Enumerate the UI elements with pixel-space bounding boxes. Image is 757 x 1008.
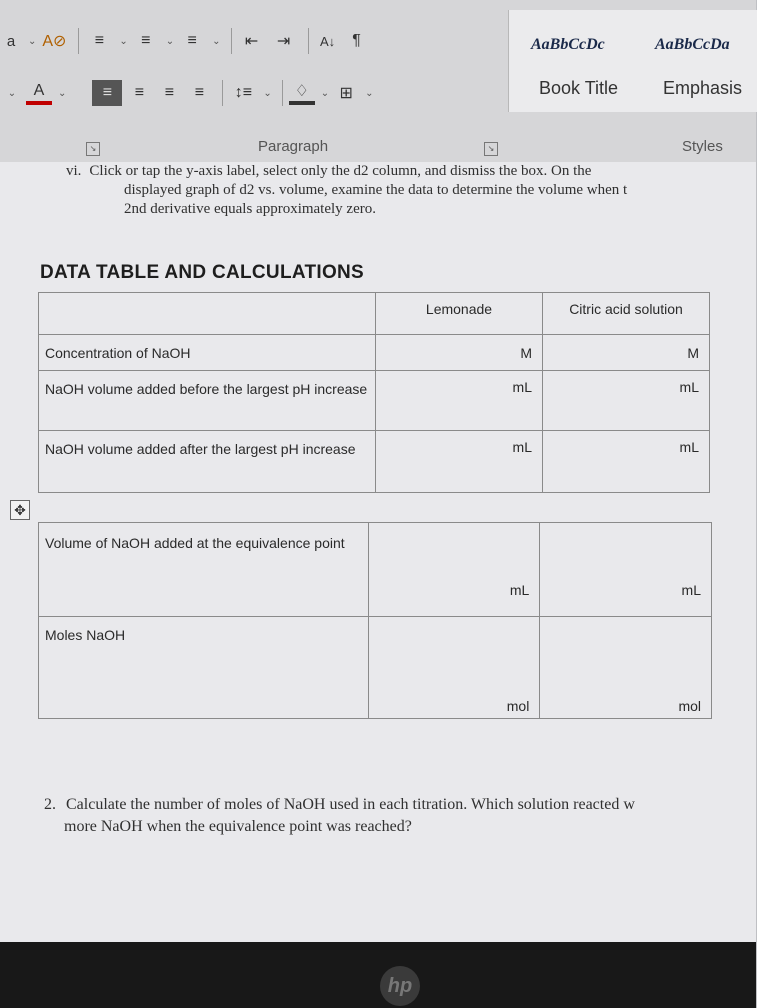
instruction-line: 2nd derivative equals approximately zero. bbox=[124, 201, 376, 217]
styles-group-label: Styles bbox=[682, 138, 723, 155]
row-label[interactable]: Volume of NaOH added at the equivalence point bbox=[39, 523, 369, 617]
table-header-row bbox=[39, 293, 710, 335]
ribbon bbox=[0, 0, 756, 162]
font-size-fragment: a bbox=[6, 32, 16, 50]
chevron-down-icon[interactable]: ⌄ bbox=[119, 35, 128, 47]
unit-cell[interactable]: mL bbox=[543, 371, 710, 431]
increase-indent-icon[interactable]: ⇥ bbox=[276, 33, 291, 50]
calculations-table bbox=[38, 522, 712, 719]
unit-cell[interactable]: mL bbox=[543, 431, 710, 493]
table-row bbox=[39, 371, 710, 431]
row-label[interactable]: Moles NaOH bbox=[39, 617, 369, 719]
unit-cell[interactable]: mL bbox=[376, 371, 543, 431]
question-number: 2. bbox=[44, 796, 56, 813]
instruction-text: Click or tap the y-axis label, select only the d2 column, and dismiss the box. On the bbox=[89, 163, 592, 179]
column-header-lemonade[interactable]: Lemonade bbox=[376, 293, 543, 335]
clear-formatting-icon[interactable]: A⊘ bbox=[42, 33, 67, 50]
document-page[interactable] bbox=[0, 162, 756, 942]
align-center-icon[interactable]: ≡ bbox=[134, 84, 145, 101]
table-row bbox=[39, 617, 712, 719]
chevron-down-icon[interactable]: ⌄ bbox=[320, 87, 330, 99]
show-formatting-marks-icon[interactable]: ¶ bbox=[352, 32, 361, 49]
sort-icon[interactable]: A↓ bbox=[319, 33, 336, 49]
separator bbox=[282, 80, 283, 106]
unit-cell[interactable]: mL bbox=[540, 523, 712, 617]
bullets-icon[interactable]: ≡ bbox=[94, 32, 105, 49]
separator bbox=[78, 28, 79, 54]
table-row bbox=[39, 431, 710, 493]
table-row bbox=[39, 335, 710, 371]
shading-icon[interactable]: ♢ bbox=[289, 81, 315, 105]
chevron-down-icon[interactable]: ⌄ bbox=[7, 87, 17, 99]
laptop-bezel bbox=[0, 942, 756, 1008]
unit-cell[interactable]: M bbox=[376, 335, 543, 371]
paragraph-group-label: Paragraph bbox=[258, 138, 329, 155]
align-left-icon[interactable]: ≡ bbox=[92, 80, 122, 106]
unit-cell[interactable]: mL bbox=[368, 523, 540, 617]
section-heading: DATA TABLE AND CALCULATIONS bbox=[40, 262, 365, 283]
align-right-icon[interactable]: ≡ bbox=[164, 84, 175, 101]
instruction-line: displayed graph of d2 vs. volume, examine the data to determine the volume when t bbox=[124, 182, 628, 198]
column-header-citric-acid[interactable]: Citric acid solution bbox=[543, 293, 710, 335]
borders-icon[interactable]: ⊞ bbox=[339, 85, 353, 102]
style-book-title[interactable]: Book Title bbox=[539, 78, 619, 98]
line-spacing-icon[interactable]: ↕≡ bbox=[234, 84, 253, 101]
font-color-icon[interactable]: A bbox=[26, 81, 52, 105]
separator bbox=[231, 28, 232, 54]
data-table bbox=[38, 292, 710, 493]
unit-cell[interactable]: mol bbox=[540, 617, 712, 719]
separator bbox=[222, 80, 223, 106]
multilevel-list-icon[interactable]: ≡ bbox=[187, 32, 197, 49]
separator bbox=[308, 28, 309, 54]
style-preview-emphasis[interactable]: AaBbCcDa bbox=[655, 36, 730, 53]
font-dialog-launcher-icon[interactable]: ↘ bbox=[86, 142, 100, 156]
instruction-line bbox=[66, 162, 756, 181]
chevron-down-icon[interactable]: ⌄ bbox=[263, 87, 272, 99]
instruction-step bbox=[66, 162, 756, 219]
table-cell[interactable] bbox=[39, 293, 376, 335]
justify-icon[interactable]: ≡ bbox=[194, 84, 205, 101]
row-label[interactable]: NaOH volume added before the largest pH increase bbox=[39, 371, 376, 431]
font-row-bottom bbox=[0, 80, 378, 106]
question-text: Calculate the number of moles of NaOH used in each titration. Which solution reacted w bbox=[66, 796, 635, 813]
question-line bbox=[44, 794, 756, 816]
unit-cell[interactable]: M bbox=[543, 335, 710, 371]
chevron-down-icon[interactable]: ⌄ bbox=[165, 35, 175, 47]
row-label[interactable]: Concentration of NaOH bbox=[39, 335, 376, 371]
chevron-down-icon[interactable]: ⌄ bbox=[58, 87, 67, 99]
style-preview-book-title[interactable]: AaBbCcDc bbox=[531, 36, 605, 53]
hp-logo: hp bbox=[380, 966, 420, 1006]
font-row-top bbox=[0, 28, 373, 54]
unit-cell[interactable]: mol bbox=[368, 617, 540, 719]
unit-cell[interactable]: mL bbox=[376, 431, 543, 493]
styles-gallery bbox=[508, 10, 757, 112]
question-line: more NaOH when the equivalence point was reached? bbox=[64, 818, 412, 835]
paragraph-dialog-launcher-icon[interactable]: ↘ bbox=[484, 142, 498, 156]
decrease-indent-icon[interactable]: ⇤ bbox=[244, 33, 259, 50]
row-label[interactable]: NaOH volume added after the largest pH increase bbox=[39, 431, 376, 493]
instruction-number: vi. bbox=[66, 163, 82, 179]
table-move-handle-icon[interactable]: ✥ bbox=[10, 500, 30, 520]
question-2 bbox=[44, 794, 756, 838]
table-row bbox=[39, 523, 712, 617]
chevron-down-icon[interactable]: ⌄ bbox=[212, 35, 221, 47]
chevron-down-icon[interactable]: ⌄ bbox=[365, 87, 374, 99]
style-emphasis[interactable]: Emphasis bbox=[663, 78, 743, 98]
numbering-icon[interactable]: ≡ bbox=[141, 32, 151, 49]
chevron-down-icon[interactable]: ⌄ bbox=[28, 35, 37, 47]
